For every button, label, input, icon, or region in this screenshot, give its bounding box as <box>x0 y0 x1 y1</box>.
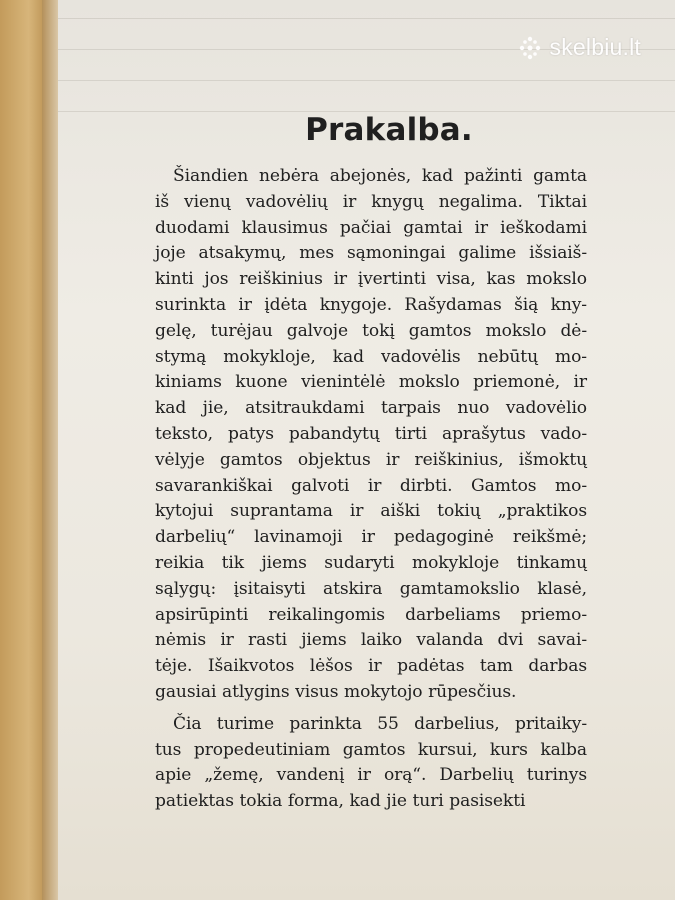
watermark-text: skelbiu.lt <box>549 34 641 60</box>
text-line: apsirūpinti reikalingomis darbeliams priemo- <box>155 604 587 625</box>
text-line: joje atsakymų, mes sąmoningai galime išsiaiš- <box>155 243 587 264</box>
text-line: savarankiškai galvoti ir dirbti. Gamtos mo- <box>155 475 587 496</box>
site-watermark <box>517 34 641 61</box>
text-line: duodami klausimus pačiai gamtai ir ieškodami <box>155 217 587 238</box>
text-line: patiektas tokia forma, kad jie turi pasisekti <box>155 791 526 812</box>
paragraph-1 <box>155 164 587 706</box>
document-title: Prakalba. <box>305 112 473 148</box>
paragraph-2 <box>155 712 587 815</box>
text-line: teksto, patys pabandytų tirti aprašytus vado- <box>155 423 587 444</box>
text-line: Šiandien nebėra abejonės, kad pažinti gamta <box>173 166 587 186</box>
document-content <box>155 112 587 815</box>
text-line: kytojui suprantama ir aiški tokių „praktikos <box>155 501 587 522</box>
text-line: sąlygų: įsitaisyti atskira gamtamokslio klasė, <box>155 578 587 599</box>
text-line: kad jie, atsitraukdami tarpais nuo vadovėlio <box>155 398 587 419</box>
text-line: tus propedeutiniam gamtos kursui, kurs kalba <box>155 739 587 760</box>
text-line: reikia tik jiems sudaryti mokykloje tinkamų <box>155 552 587 573</box>
text-line: apie „žemę, vandenį ir orą“. Darbelių turinys <box>155 765 587 786</box>
text-line: iš vienų vadovėlių ir knygų negalima. Tiktai <box>155 191 587 212</box>
text-line: kiniams kuone vienintėlė mokslo priemonė, ir <box>155 372 587 393</box>
text-line: darbelių“ lavinamoji ir pedagoginė reikšmė; <box>155 527 587 548</box>
text-line: nėmis ir rasti jiems laiko valanda dvi savai- <box>155 630 587 651</box>
dotted-logo-icon <box>517 35 543 61</box>
text-line: kinti jos reiškinius ir įvertinti visa, kas mokslo <box>155 269 587 290</box>
text-line: gelę, turėjau galvoje tokį gamtos mokslo dė- <box>155 320 587 341</box>
text-line: surinkta ir įdėta knygoje. Rašydamas šią kny- <box>155 294 587 315</box>
text-line: tėje. Išaikvotos lėšos ir padėtas tam darbas <box>155 656 587 677</box>
text-line: gausiai atlygins visus mokytojo rūpesčius. <box>155 681 517 702</box>
text-line: Čia turime parinkta 55 darbelius, pritaiky- <box>173 713 587 734</box>
text-line: vėlyje gamtos objektus ir reiškinius, išmoktų <box>155 449 587 470</box>
text-line: stymą mokykloje, kad vadovėlis nebūtų mo- <box>155 346 587 367</box>
